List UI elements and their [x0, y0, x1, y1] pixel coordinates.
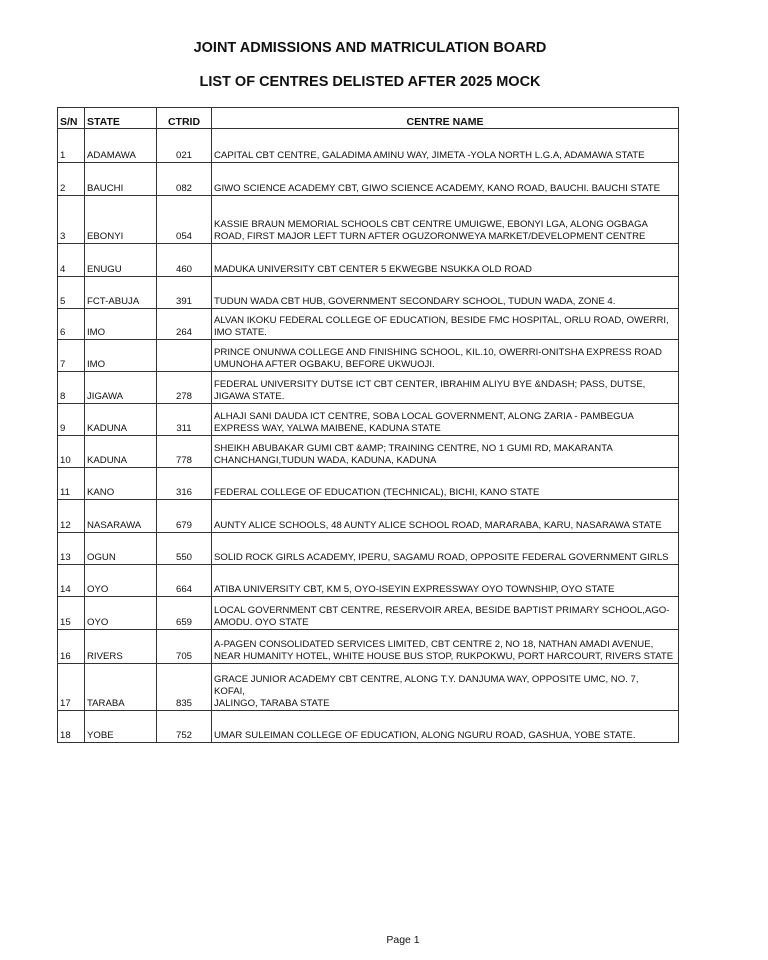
cell-sn: 1 [58, 129, 85, 163]
cell-state: BAUCHI [85, 163, 157, 196]
table-row [58, 533, 679, 565]
cell-sn: 8 [58, 372, 85, 404]
cell-state: IMO [85, 309, 157, 340]
centre-name-line: MADUKA UNIVERSITY CBT CENTER 5 EKWEGBE NSUKKA OLD ROAD [214, 264, 532, 275]
cell-ctrid: 311 [157, 404, 212, 436]
cell-state: JIGAWA [85, 372, 157, 404]
document-title: JOINT ADMISSIONS AND MATRICULATION BOARD [193, 40, 547, 56]
cell-centre-name [212, 309, 679, 340]
cell-state: OYO [85, 565, 157, 597]
cell-ctrid [157, 340, 212, 372]
cell-ctrid: 835 [157, 664, 212, 711]
centre-name-line: JALINGO, TARABA STATE [214, 698, 330, 709]
column-header-ctrid: CTRID [157, 108, 212, 129]
centre-name-line: ROAD, FIRST MAJOR LEFT TURN AFTER OGUZORONWEYA MARKET/DEVELOPMENT CENTRE [214, 231, 646, 242]
cell-ctrid: 391 [157, 277, 212, 309]
cell-ctrid: 054 [157, 196, 212, 244]
centre-name-line: AMODU. OYO STATE [214, 617, 309, 628]
cell-sn: 16 [58, 630, 85, 664]
table-row [58, 244, 679, 277]
centre-name-line: PRINCE ONUNWA COLLEGE AND FINISHING SCHOOL, KIL.10, OWERRI-ONITSHA EXPRESS ROAD [214, 347, 662, 358]
cell-ctrid: 278 [157, 372, 212, 404]
cell-centre-name [212, 597, 679, 630]
page-number: Page 1 [386, 934, 420, 946]
column-header-sn: S/N [58, 108, 85, 129]
table-row [58, 196, 679, 244]
cell-state: RIVERS [85, 630, 157, 664]
document-subtitle: LIST OF CENTRES DELISTED AFTER 2025 MOCK [199, 74, 541, 90]
cell-centre-name [212, 711, 679, 743]
cell-centre-name [212, 372, 679, 404]
cell-centre-name [212, 196, 679, 244]
cell-state: NASARAWA [85, 500, 157, 533]
centre-name-line: FEDERAL COLLEGE OF EDUCATION (TECHNICAL), BICHI, KANO STATE [214, 487, 540, 498]
cell-ctrid: 316 [157, 468, 212, 500]
cell-ctrid: 752 [157, 711, 212, 743]
cell-sn: 10 [58, 436, 85, 468]
cell-sn: 15 [58, 597, 85, 630]
table-row [58, 340, 679, 372]
cell-centre-name [212, 244, 679, 277]
centre-name-line: JIGAWA STATE. [214, 391, 285, 402]
centre-name-line: ALVAN IKOKU FEDERAL COLLEGE OF EDUCATION, BESIDE FMC HOSPITAL, ORLU ROAD, OWERRI, [214, 315, 669, 326]
cell-sn: 6 [58, 309, 85, 340]
centre-name-line: UMUNOHA AFTER OGBAKU, BEFORE UKWUOJI. [214, 359, 435, 370]
cell-state: FCT-ABUJA [85, 277, 157, 309]
table-row [58, 500, 679, 533]
cell-ctrid: 460 [157, 244, 212, 277]
table-row [58, 436, 679, 468]
cell-ctrid: 664 [157, 565, 212, 597]
centre-name-line: EXPRESS WAY, YALWA MAIBENE, KADUNA STATE [214, 423, 441, 434]
table-row [58, 597, 679, 630]
centre-name-line: ALHAJI SANI DAUDA ICT CENTRE, SOBA LOCAL GOVERNMENT, ALONG ZARIA - PAMBEGUA [214, 411, 634, 422]
centre-name-line: AUNTY ALICE SCHOOLS, 48 AUNTY ALICE SCHOOL ROAD, MARARABA, KARU, NASARAWA STATE [214, 520, 662, 531]
cell-state: ADAMAWA [85, 129, 157, 163]
cell-centre-name [212, 404, 679, 436]
table-row [58, 129, 679, 163]
centre-name-line: TUDUN WADA CBT HUB, GOVERNMENT SECONDARY SCHOOL, TUDUN WADA, ZONE 4. [214, 296, 616, 307]
cell-ctrid: 021 [157, 129, 212, 163]
table-row [58, 309, 679, 340]
centre-name-line: LOCAL GOVERNMENT CBT CENTRE, RESERVOIR AREA, BESIDE BAPTIST PRIMARY SCHOOL,AGO- [214, 605, 670, 616]
table-row [58, 468, 679, 500]
table-row [58, 372, 679, 404]
cell-state: OGUN [85, 533, 157, 565]
cell-ctrid: 705 [157, 630, 212, 664]
cell-centre-name [212, 565, 679, 597]
centre-name-line: IMO STATE. [214, 327, 267, 338]
cell-ctrid: 264 [157, 309, 212, 340]
cell-sn: 2 [58, 163, 85, 196]
cell-centre-name [212, 664, 679, 711]
table-row [58, 565, 679, 597]
table-row [58, 163, 679, 196]
cell-sn: 12 [58, 500, 85, 533]
cell-centre-name [212, 277, 679, 309]
centre-name-line: GIWO SCIENCE ACADEMY CBT, GIWO SCIENCE ACADEMY, KANO ROAD, BAUCHI. BAUCHI STATE [214, 183, 661, 194]
cell-centre-name [212, 340, 679, 372]
cell-sn: 9 [58, 404, 85, 436]
table-row [58, 711, 679, 743]
table-row [58, 277, 679, 309]
cell-state: KADUNA [85, 404, 157, 436]
cell-state: TARABA [85, 664, 157, 711]
cell-sn: 5 [58, 277, 85, 309]
cell-centre-name [212, 630, 679, 664]
table-row [58, 630, 679, 664]
cell-state: YOBE [85, 711, 157, 743]
centre-name-line: CAPITAL CBT CENTRE, GALADIMA AMINU WAY, JIMETA -YOLA NORTH L.G.A, ADAMAWA STATE [214, 150, 645, 161]
cell-centre-name [212, 500, 679, 533]
cell-state: EBONYI [85, 196, 157, 244]
centre-name-line: KASSIE BRAUN MEMORIAL SCHOOLS CBT CENTRE UMUIGWE, EBONYI LGA, ALONG OGBAGA [214, 219, 648, 230]
cell-state: IMO [85, 340, 157, 372]
cell-ctrid: 679 [157, 500, 212, 533]
table-row [58, 404, 679, 436]
cell-ctrid: 778 [157, 436, 212, 468]
cell-sn: 17 [58, 664, 85, 711]
cell-state: OYO [85, 597, 157, 630]
cell-centre-name [212, 129, 679, 163]
cell-state: KANO [85, 468, 157, 500]
centre-name-line: SHEIKH ABUBAKAR GUMI CBT &AMP; TRAINING CENTRE, NO 1 GUMI RD, MAKARANTA [214, 443, 613, 454]
centre-name-line: CHANCHANGI,TUDUN WADA, KADUNA, KADUNA [214, 455, 437, 466]
cell-ctrid: 659 [157, 597, 212, 630]
centre-name-line: FEDERAL UNIVERSITY DUTSE ICT CBT CENTER, IBRAHIM ALIYU BYE &NDASH; PASS, DUTSE, [214, 379, 646, 390]
centre-name-line: GRACE JUNIOR ACADEMY CBT CENTRE, ALONG T.Y. DANJUMA WAY, OPPOSITE UMC, NO. 7, [214, 674, 639, 685]
cell-sn: 7 [58, 340, 85, 372]
centre-name-line: A-PAGEN CONSOLIDATED SERVICES LIMITED, CBT CENTRE 2, NO 18, NATHAN AMADI AVENUE, [214, 639, 654, 650]
cell-sn: 13 [58, 533, 85, 565]
cell-sn: 4 [58, 244, 85, 277]
table-header-row [58, 108, 679, 129]
delisted-centres-table [57, 107, 679, 743]
cell-state: KADUNA [85, 436, 157, 468]
table-row [58, 664, 679, 711]
column-header-state: STATE [85, 108, 157, 129]
cell-sn: 18 [58, 711, 85, 743]
cell-ctrid: 082 [157, 163, 212, 196]
cell-centre-name [212, 468, 679, 500]
centre-name-line: KOFAI, [214, 686, 245, 697]
cell-sn: 3 [58, 196, 85, 244]
centre-name-line: SOLID ROCK GIRLS ACADEMY, IPERU, SAGAMU ROAD, OPPOSITE FEDERAL GOVERNMENT GIRLS [214, 552, 669, 563]
cell-sn: 11 [58, 468, 85, 500]
cell-centre-name [212, 533, 679, 565]
cell-state: ENUGU [85, 244, 157, 277]
cell-centre-name [212, 163, 679, 196]
centre-name-line: ATIBA UNIVERSITY CBT, KM 5, OYO-ISEYIN EXPRESSWAY OYO TOWNSHIP, OYO STATE [214, 584, 615, 595]
column-header-centre-name: CENTRE NAME [212, 108, 679, 129]
centre-name-line: UMAR SULEIMAN COLLEGE OF EDUCATION, ALONG NGURU ROAD, GASHUA, YOBE STATE. [214, 730, 636, 741]
centre-name-line: NEAR HUMANITY HOTEL, WHITE HOUSE BUS STOP, RUKPOKWU, PORT HARCOURT, RIVERS STATE [214, 651, 674, 662]
cell-sn: 14 [58, 565, 85, 597]
cell-centre-name [212, 436, 679, 468]
cell-ctrid: 550 [157, 533, 212, 565]
